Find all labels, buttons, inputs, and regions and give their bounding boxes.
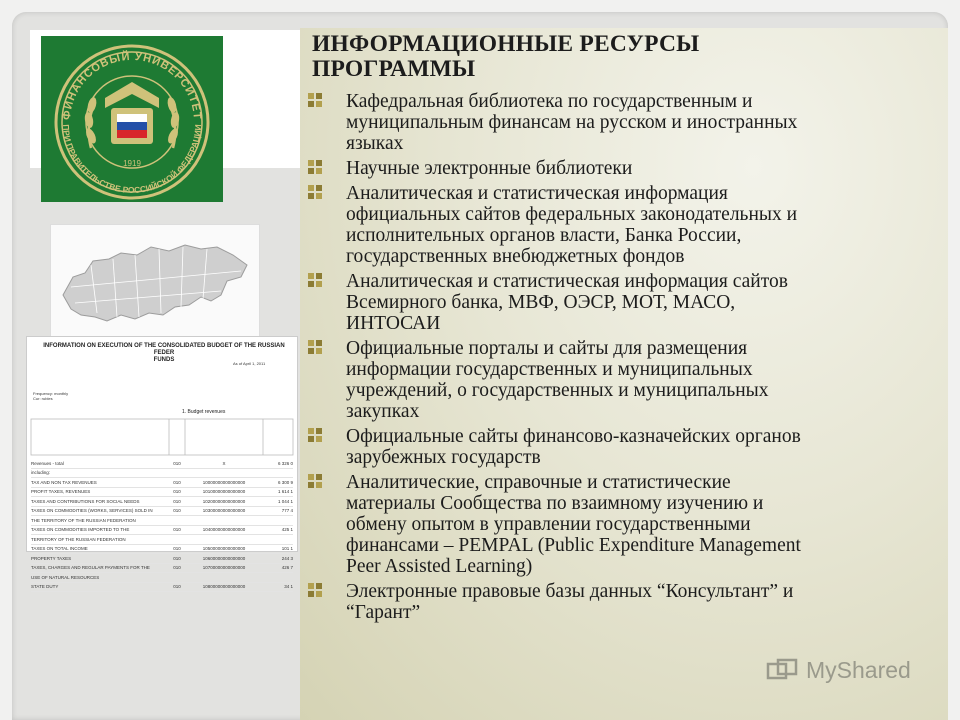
- resource-line: учреждений, о государственных и муниципальных: [346, 380, 769, 401]
- russia-map-icon: [51, 225, 259, 347]
- table-cell: 10100000000000000: [202, 489, 246, 495]
- resource-line: закупках: [346, 401, 420, 422]
- table-row: [31, 545, 293, 555]
- document-table-rows: [31, 459, 293, 592]
- square-bullet-icon: [308, 273, 322, 287]
- table-cell: TAXES ON TOTAL INCOME: [31, 546, 88, 552]
- watermark-text: MyShared: [806, 657, 911, 683]
- square-bullet-icon: [308, 428, 322, 442]
- resource-line: ИНТОСАИ: [346, 313, 441, 334]
- table-cell: 010: [173, 546, 181, 552]
- table-cell: 426 7: [281, 565, 293, 571]
- table-cell: TERRITORY OF THE RUSSIAN FEDERATION: [31, 536, 126, 542]
- logo-bottom-text: ПРИ ПРАВИТЕЛЬСТВЕ РОССИЙСКОЙ ФЕДЕРАЦИИ: [60, 124, 204, 196]
- table-cell: TAXES ON COMMODITIES IMPORTED TO THE: [31, 527, 130, 533]
- resource-list: [308, 91, 938, 627]
- square-bullet-icon: [308, 583, 322, 597]
- page-title-line1: ИНФОРМАЦИОННЫЕ РЕСУРСЫ: [312, 31, 700, 57]
- resource-line: официальных сайтов федеральных законодательных и: [346, 204, 798, 225]
- table-cell: USE OF NATURAL RESOURCES: [31, 574, 100, 580]
- resource-line: “Гарант”: [346, 602, 421, 623]
- table-cell: STATE DUTY: [31, 584, 59, 590]
- resource-list-item: [308, 91, 938, 154]
- resource-line: Кафедральная библиотека по государственным и: [346, 91, 753, 112]
- table-cell: 10800000000000000: [202, 584, 246, 590]
- document-title-line2: FUNDS: [153, 357, 175, 363]
- table-row: [31, 535, 293, 545]
- table-cell: 010: [173, 565, 181, 571]
- resource-line: языках: [346, 133, 404, 154]
- table-cell: 10200000000000000: [202, 498, 246, 504]
- table-cell: 010: [173, 584, 181, 590]
- table-cell: 010: [173, 508, 181, 514]
- table-cell: 10000000000000000: [202, 479, 246, 485]
- resource-line: Аналитическая и статистическая информация: [346, 183, 728, 204]
- resource-line: Электронные правовые базы данных “Консультант” и: [346, 581, 794, 602]
- document-section: 1. Budget revenues: [182, 409, 226, 415]
- myshared-logo-icon: [766, 658, 802, 684]
- table-row: [31, 573, 293, 583]
- document-frequency-line1: Frequency: monthly: [33, 391, 69, 396]
- russia-map: [50, 224, 260, 348]
- resource-line: Научные электронные библиотеки: [346, 158, 633, 179]
- logo-year: 1919: [123, 159, 141, 168]
- watermark: [766, 657, 911, 684]
- table-row: [31, 583, 293, 593]
- table-cell: including:: [31, 470, 51, 476]
- resource-line: исполнительных органов власти, Банка России,: [346, 225, 742, 246]
- logo-top-text: ФИНАНСОВЫЙ УНИВЕРСИТЕТ: [60, 50, 204, 121]
- table-cell: PROFIT TAXES, REVENUES: [31, 489, 91, 495]
- square-bullet-icon: [308, 185, 322, 199]
- table-cell: 6 326 0: [277, 460, 293, 466]
- table-cell: THE TERRITORY OF THE RUSSIAN FEDERATION: [31, 517, 136, 523]
- table-cell: 010: [173, 555, 181, 561]
- table-cell: Revenues - total: [31, 460, 64, 466]
- table-row: [31, 507, 293, 517]
- table-cell: 010: [173, 498, 181, 504]
- resource-line: материалы Сообщества по взаимному изучению и: [346, 493, 764, 514]
- page-title-line2: ПРОГРАММЫ: [312, 56, 476, 82]
- table-cell: 10500000000000000: [202, 546, 246, 552]
- table-row: [31, 516, 293, 526]
- table-cell: 10300000000000000: [202, 508, 246, 514]
- table-row: [31, 526, 293, 536]
- svg-text:ФИНАНСОВЫЙ УНИВЕРСИТЕТ: [61, 50, 203, 121]
- document-title-line1: INFORMATION ON EXECUTION OF THE CONSOLIDATED BUDGET OF THE RUSSIAN FEDER: [43, 343, 285, 356]
- table-cell: 1 044 1: [277, 498, 293, 504]
- resource-list-item: [308, 271, 938, 334]
- table-row: [31, 478, 293, 488]
- table-cell: TAXES AND CONTRIBUTIONS FOR SOCIAL NEEDS: [31, 498, 140, 504]
- square-bullet-icon: [308, 93, 322, 107]
- table-cell: TAXES, CHARGES AND REGULAR PAYMENTS FOR THE: [31, 565, 150, 571]
- table-cell: 010: [173, 460, 181, 466]
- table-cell: 1 614 1: [277, 489, 293, 495]
- table-cell: X: [222, 460, 226, 466]
- table-cell: 010: [173, 489, 181, 495]
- resource-list-item: [308, 338, 938, 422]
- table-row: [31, 459, 293, 469]
- budget-document-image: [26, 336, 298, 590]
- resource-line: Аналитическая и статистическая информация сайтов: [346, 271, 788, 292]
- table-row: [31, 554, 293, 564]
- table-cell: TAXES ON COMMODITIES (WORKS, SERVICES) SOLD IN: [31, 508, 153, 514]
- resource-line: Всемирного банка, МВФ, ОЭСР, МОТ, МАСО,: [346, 292, 736, 313]
- resource-line: Официальные порталы и сайты для размещения: [346, 338, 748, 359]
- university-logo: [41, 36, 223, 202]
- resource-line: государственных внебюджетных фондов: [346, 246, 685, 267]
- resource-list-item: [308, 158, 938, 179]
- square-bullet-icon: [308, 340, 322, 354]
- table-cell: 10700000000000000: [202, 565, 246, 571]
- resource-line: зарубежных государств: [346, 447, 541, 468]
- square-bullet-icon: [308, 160, 322, 174]
- resource-line: обмену опытом в управлении государственными: [346, 514, 751, 535]
- resource-line: Официальные сайты финансово-казначейских органов: [346, 426, 801, 447]
- content-panel: [300, 28, 948, 720]
- resource-line: информации государственных и муниципальных: [346, 359, 753, 380]
- resource-list-item: [308, 183, 938, 267]
- table-cell: 010: [173, 527, 181, 533]
- document-date: As of April 1, 2011: [233, 361, 266, 366]
- table-cell: PROPERTY TAXES: [31, 555, 72, 561]
- resource-line: Peer Assisted Learning): [346, 556, 533, 577]
- document-frequency-line2: Cur: rubles: [33, 396, 53, 401]
- resource-list-item: [308, 581, 938, 623]
- table-cell: 10400000000000000: [202, 527, 246, 533]
- table-cell: TAX AND NON TAX REVENUES: [31, 479, 97, 485]
- logo-text-ring: [41, 36, 223, 202]
- table-row: [31, 564, 293, 574]
- table-cell: 425 1: [281, 527, 293, 533]
- table-cell: 244 3: [281, 555, 293, 561]
- resource-line: Аналитические, справочные и статистические: [346, 472, 731, 493]
- table-cell: 777 4: [281, 508, 293, 514]
- square-bullet-icon: [308, 474, 322, 488]
- resource-list-item: [308, 426, 938, 468]
- resource-line: финансами – PEMPAL (Public Expenditure Management: [346, 535, 801, 556]
- table-cell: 101 1: [281, 546, 293, 552]
- table-cell: 10600000000000000: [202, 555, 246, 561]
- left-image-panel: [30, 30, 300, 720]
- table-cell: 6 300 9: [277, 479, 293, 485]
- page-title: [312, 32, 932, 82]
- table-row: [31, 488, 293, 498]
- table-cell: 34 1: [284, 584, 293, 590]
- resource-line: муниципальным финансам на русском и иностранных: [346, 112, 798, 133]
- document-frequency: [33, 391, 68, 401]
- table-cell: 010: [173, 479, 181, 485]
- table-row: [31, 469, 293, 479]
- resource-list-item: [308, 472, 938, 577]
- table-row: [31, 497, 293, 507]
